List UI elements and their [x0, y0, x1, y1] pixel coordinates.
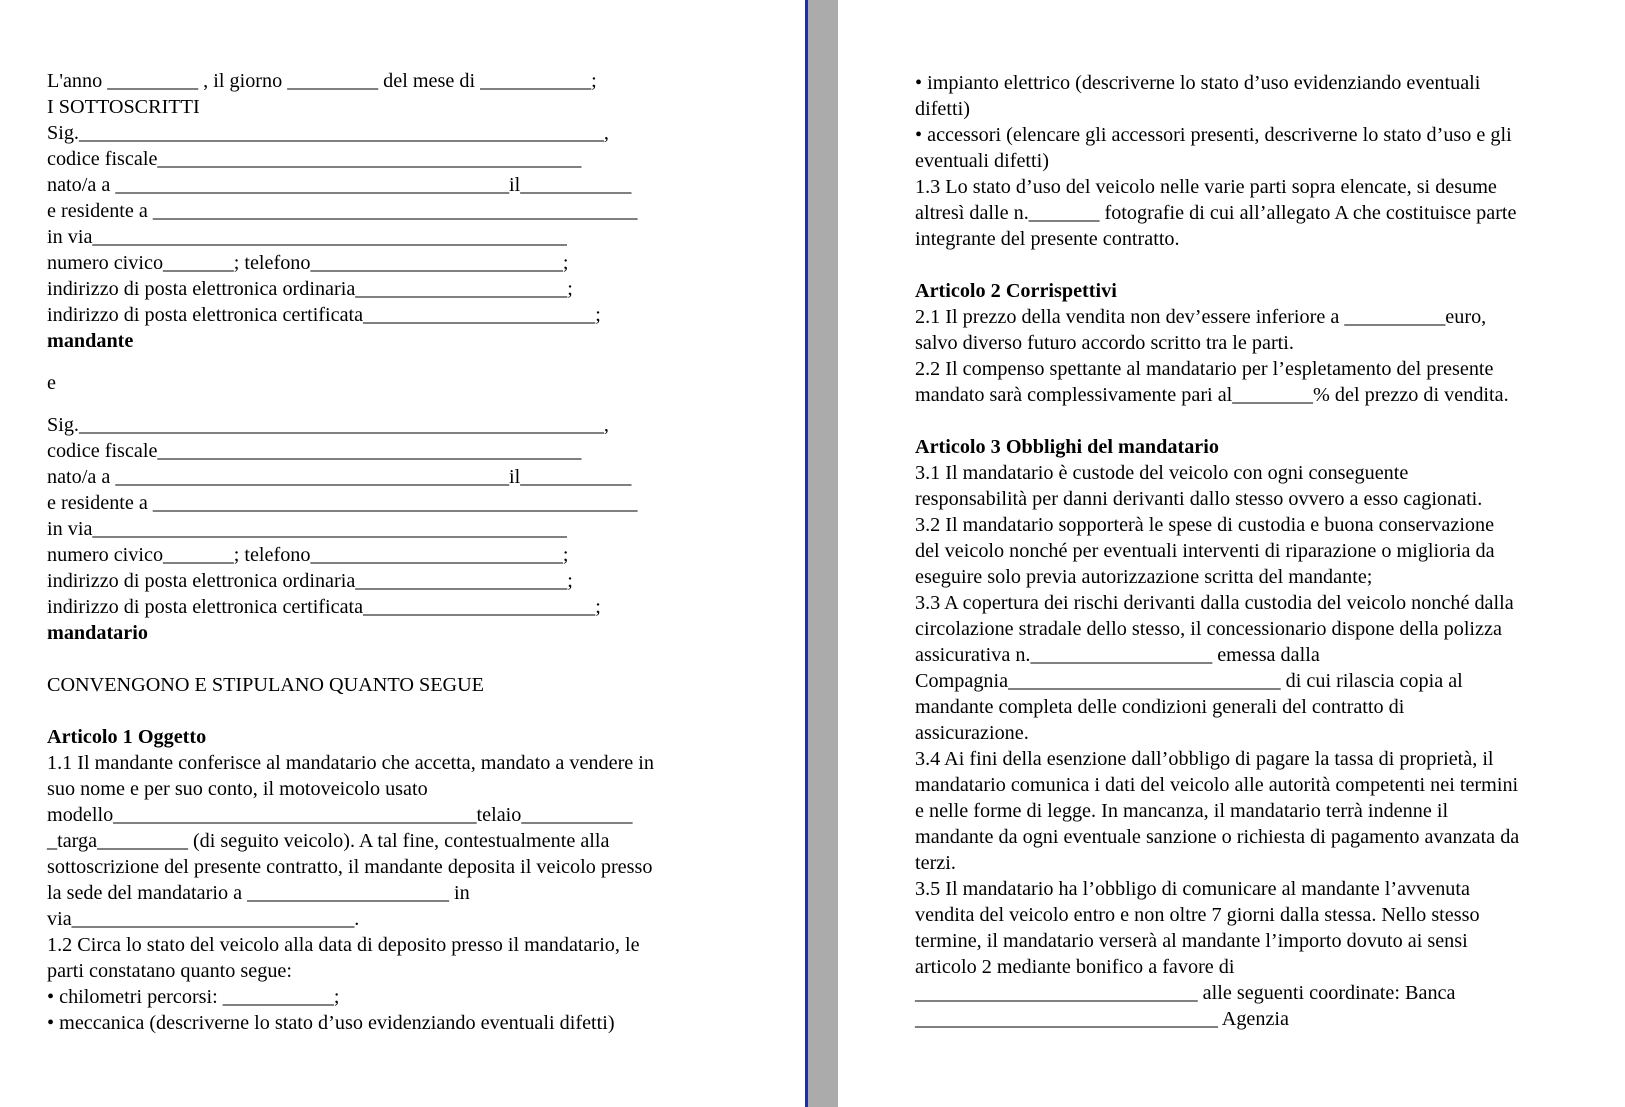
article3-4-line1: 3.4 Ai fini della esenzione dall’obbligo di pagare la tassa di proprietà, il	[915, 748, 1494, 770]
party2-pec: indirizzo di posta elettronica certificata_______________________;	[47, 596, 601, 618]
party1-codice-fiscale: codice fiscale__________________________________________	[47, 148, 582, 170]
bullet-impianto-line2: difetti)	[915, 98, 970, 120]
article3-5-line3: termine, il mandatario verserà al mandante l’importo dovuto ai sensi	[915, 930, 1468, 952]
conjunction-e: e	[47, 372, 56, 394]
party1-sig: Sig.____________________________________________________,	[47, 122, 609, 144]
page-gutter	[805, 0, 838, 1107]
article3-5-line5: ____________________________ alle seguenti coordinate: Banca	[915, 982, 1456, 1004]
article2-1-line1: 2.1 Il prezzo della vendita non dev’essere inferiore a __________euro,	[915, 306, 1487, 328]
article2-title: Articolo 2 Corrispettivi	[915, 280, 1117, 302]
article3-4-line4: mandante da ogni eventuale sanzione o richiesta di pagamento avanzata da	[915, 826, 1520, 848]
article3-3-line1: 3.3 A copertura dei rischi derivanti dalla custodia del veicolo nonché dalla	[915, 592, 1514, 614]
article3-4-line2: mandatario comunica i dati del veicolo alle autorità competenti nei termini	[915, 774, 1519, 796]
article3-5-line6: ______________________________ Agenzia	[915, 1008, 1290, 1030]
right-page-text	[915, 70, 1595, 1032]
article2-1-line2: salvo diverso futuro accordo scritto tra le parti.	[915, 332, 1294, 354]
left-page-text	[47, 68, 747, 1036]
article3-4-line5: terzi.	[915, 852, 956, 874]
article3-2-line1: 3.2 Il mandatario sopporterà le spese di custodia e buona conservazione	[915, 514, 1495, 536]
article3-3-line5: mandante completa delle condizioni generali del contratto di	[915, 696, 1405, 718]
article3-4-line3: e nelle forme di legge. In mancanza, il mandatario terrà indenne il	[915, 800, 1449, 822]
party2-codice-fiscale: codice fiscale__________________________________________	[47, 440, 582, 462]
article3-1-line2: responsabilità per danni derivanti dallo stesso ovvero a esso cagionati.	[915, 488, 1483, 510]
article3-3-line4: Compagnia___________________________ di cui rilascia copia al	[915, 670, 1463, 692]
sottoscritti-heading: I SOTTOSCRITTI	[47, 96, 200, 118]
article3-3-line6: assicurazione.	[915, 722, 1029, 744]
article1-1-line5: sottoscrizione del presente contratto, il mandante deposita il veicolo presso	[47, 856, 653, 878]
party2-via: in via_______________________________________________	[47, 518, 567, 540]
article3-5-line2: vendita del veicolo entro e non oltre 7 giorni dalla stessa. Nello stesso	[915, 904, 1480, 926]
bullet-accessori-line1: • accessori (elencare gli accessori presenti, descriverne lo stato d’uso e gli	[915, 124, 1512, 146]
convengono-heading: CONVENGONO E STIPULANO QUANTO SEGUE	[47, 674, 485, 696]
article1-1-line4: _targa_________ (di seguito veicolo). A tal fine, contestualmente alla	[47, 830, 610, 852]
article1-title: Articolo 1 Oggetto	[47, 726, 207, 748]
article2-2-line2: mandato sarà complessivamente pari al________% del prezzo di vendita.	[915, 384, 1509, 406]
party2-civico-telefono: numero civico_______; telefono_________________________;	[47, 544, 569, 566]
article1-3-line2: altresì dalle n._______ fotografie di cui all’allegato A che costituisce parte	[915, 202, 1517, 224]
bullet-meccanica: • meccanica (descriverne lo stato d’uso evidenziando eventuali difetti)	[47, 1012, 615, 1034]
party2-role: mandatario	[47, 622, 148, 644]
article1-1-line6: la sede del mandatario a ____________________ in	[47, 882, 470, 904]
date-line: L'anno _________ , il giorno _________ del mese di ___________;	[47, 70, 597, 92]
bullet-impianto-line1: • impianto elettrico (descriverne lo stato d’uso evidenziando eventuali	[915, 72, 1481, 94]
bullet-accessori-line2: eventuali difetti)	[915, 150, 1049, 172]
article1-3-line1: 1.3 Lo stato d’uso del veicolo nelle varie parti sopra elencate, si desume	[915, 176, 1497, 198]
party2-nato: nato/a a _______________________________________il___________	[47, 466, 632, 488]
party1-peo: indirizzo di posta elettronica ordinaria_____________________;	[47, 278, 573, 300]
article2-2-line1: 2.2 Il compenso spettante al mandatario per l’espletamento del presente	[915, 358, 1494, 380]
article3-5-line1: 3.5 Il mandatario ha l’obbligo di comunicare al mandante l’avvenuta	[915, 878, 1470, 900]
article1-2-line1: 1.2 Circa lo stato del veicolo alla data di deposito presso il mandatario, le	[47, 934, 640, 956]
article1-1-line2: suo nome e per suo conto, il motoveicolo usato	[47, 778, 428, 800]
party1-civico-telefono: numero civico_______; telefono_________________________;	[47, 252, 569, 274]
party1-via: in via_______________________________________________	[47, 226, 567, 248]
party1-residente: e residente a ________________________________________________	[47, 200, 638, 222]
article1-1-line7: via____________________________.	[47, 908, 360, 930]
article3-3-line2: circolazione stradale dello stesso, il concessionario dispone della polizza	[915, 618, 1502, 640]
article1-3-line3: integrante del presente contratto.	[915, 228, 1180, 250]
article3-1-line1: 3.1 Il mandatario è custode del veicolo con ogni conseguente	[915, 462, 1409, 484]
party1-pec: indirizzo di posta elettronica certificata_______________________;	[47, 304, 601, 326]
article1-1-line1: 1.1 Il mandante conferisce al mandatario che accetta, mandato a vendere in	[47, 752, 655, 774]
article1-1-line3: modello____________________________________telaio___________	[47, 804, 633, 826]
party1-role: mandante	[47, 330, 134, 352]
party2-residente: e residente a ________________________________________________	[47, 492, 638, 514]
article3-5-line4: articolo 2 mediante bonifico a favore di	[915, 956, 1235, 978]
article3-2-line3: eseguire solo previa autorizzazione scritta del mandante;	[915, 566, 1373, 588]
bullet-chilometri: • chilometri percorsi: ___________;	[47, 986, 340, 1008]
article3-title: Articolo 3 Obblighi del mandatario	[915, 436, 1219, 458]
party2-peo: indirizzo di posta elettronica ordinaria_____________________;	[47, 570, 573, 592]
article3-2-line2: del veicolo nonché per eventuali interventi di riparazione o miglioria da	[915, 540, 1495, 562]
article3-3-line3: assicurativa n.__________________ emessa dalla	[915, 644, 1320, 666]
article1-2-line2: parti constatano quanto segue:	[47, 960, 292, 982]
party1-nato: nato/a a _______________________________________il___________	[47, 174, 632, 196]
party2-sig: Sig.____________________________________________________,	[47, 414, 609, 436]
